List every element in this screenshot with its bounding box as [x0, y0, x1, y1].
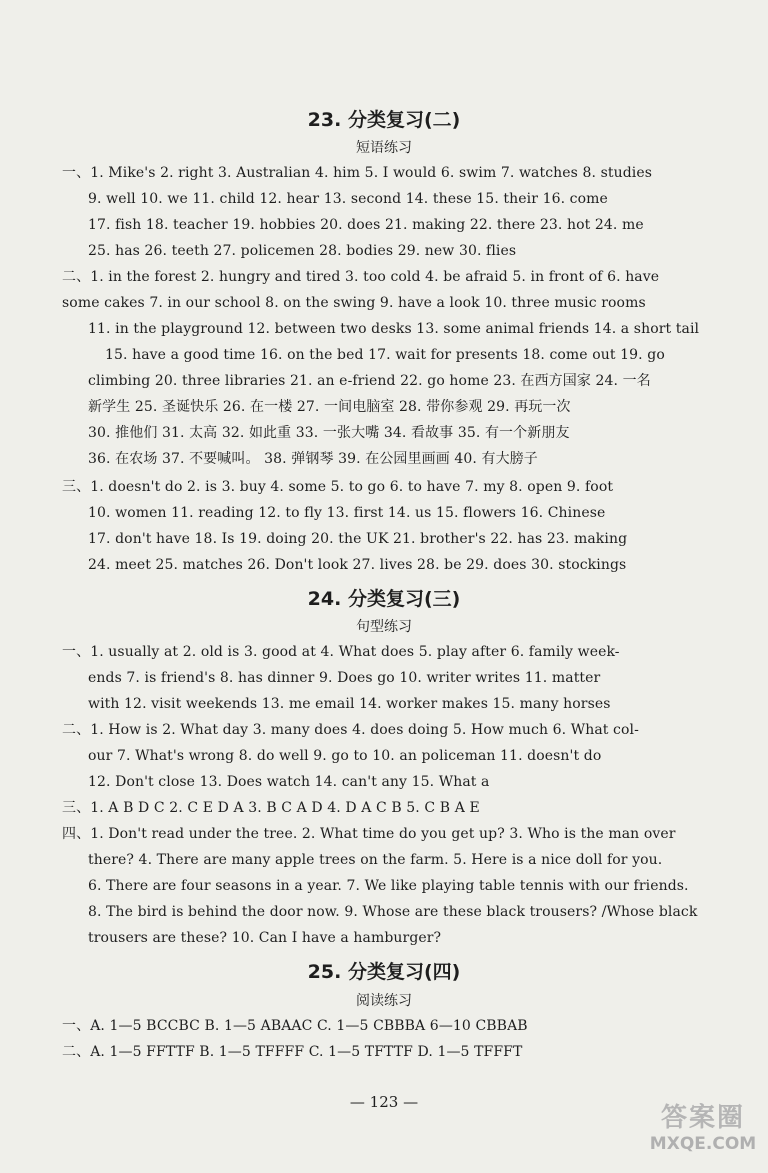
answer-line: 三、1. A B D C 2. C E D A 3. B C A D 4. D A C B 5. C B A E	[62, 800, 480, 816]
answer-line: 6. There are four seasons in a year. 7. We like playing table tennis with our friends.	[88, 878, 689, 894]
answer-line: 二、1. in the forest 2. hungry and tired 3. too cold 4. be afraid 5. in front of 6. have	[62, 269, 660, 285]
answer-line: 10. women 11. reading 12. to fly 13. first 14. us 15. flowers 16. Chinese	[88, 505, 606, 521]
answer-line: climbing 20. three libraries 21. an e-friend 22. go home 23. 在西方国家 24. 一名	[88, 373, 651, 389]
answer-line: ends 7. is friend's 8. has dinner 9. Does go 10. writer writes 11. matter	[88, 670, 601, 686]
answer-line: 一、1. Mike's 2. right 3. Australian 4. him 5. I would 6. swim 7. watches 8. studies	[62, 165, 653, 181]
section-title-23: 23. 分类复习(二)	[307, 109, 461, 131]
watermark-url: MXQE.COM	[649, 1134, 757, 1154]
answer-line: 17. don't have 18. Is 19. doing 20. the UK 21. brother's 22. has 23. making	[88, 531, 628, 547]
answer-line: 新学生 25. 圣诞快乐 26. 在一楼 27. 一间电脑室 28. 带你参观 29. 再玩一次	[88, 399, 571, 415]
answer-line: there? 4. There are many apple trees on the farm. 5. Here is a nice doll for you.	[88, 852, 663, 868]
answer-line: 四、1. Don't read under the tree. 2. What time do you get up? 3. Who is the man over	[62, 826, 676, 842]
answer-line: 三、1. doesn't do 2. is 3. buy 4. some 5. to go 6. to have 7. my 8. open 9. foot	[62, 479, 614, 495]
answer-line: 一、A. 1—5 BCCBC B. 1—5 ABAAC C. 1—5 CBBBA 6—10 CBBAB	[62, 1018, 528, 1034]
answer-line: 25. has 26. teeth 27. policemen 28. bodies 29. new 30. flies	[88, 243, 517, 259]
answer-line: 24. meet 25. matches 26. Don't look 27. lives 28. be 29. does 30. stockings	[88, 557, 627, 573]
answer-line: 8. The bird is behind the door now. 9. Whose are these black trousers? /Whose black	[88, 904, 698, 920]
answer-line: 9. well 10. we 11. child 12. hear 13. second 14. these 15. their 16. come	[88, 191, 608, 207]
watermark-logo-text: 答案圈	[660, 1103, 745, 1133]
answer-line: 二、1. How is 2. What day 3. many does 4. does doing 5. How much 6. What col-	[62, 722, 639, 738]
answer-line: 11. in the playground 12. between two desks 13. some animal friends 14. a short tail	[88, 321, 700, 337]
answer-line: trousers are these? 10. Can I have a hamburger?	[88, 930, 442, 946]
answer-line: some cakes 7. in our school 8. on the swing 9. have a look 10. three music rooms	[62, 295, 646, 311]
section-subtitle-25: 阅读练习	[356, 993, 412, 1009]
section-subtitle-23: 短语练习	[356, 140, 412, 156]
section-title-25: 25. 分类复习(四)	[307, 961, 461, 983]
answer-line: 12. Don't close 13. Does watch 14. can't any 15. What a	[88, 774, 490, 790]
answer-line: 二、A. 1—5 FFTTF B. 1—5 TFFFF C. 1—5 TFTTF D. 1—5 TFFFT	[62, 1044, 523, 1060]
answer-line: 15. have a good time 16. on the bed 17. wait for presents 18. come out 19. go	[105, 347, 665, 363]
section-title-24: 24. 分类复习(三)	[307, 588, 461, 610]
watermark-logo	[648, 1097, 758, 1167]
answer-line: our 7. What's wrong 8. do well 9. go to 10. an policeman 11. doesn't do	[88, 748, 602, 764]
answer-line: 30. 推他们 31. 太高 32. 如此重 33. 一张大嘴 34. 看故事 35. 有一个新朋友	[88, 425, 570, 441]
page-number: — 123 —	[349, 1093, 419, 1111]
section-subtitle-24: 句型练习	[356, 619, 412, 635]
answer-line: 17. fish 18. teacher 19. hobbies 20. does 21. making 22. there 23. hot 24. me	[88, 217, 644, 233]
answer-line: with 12. visit weekends 13. me email 14. worker makes 15. many horses	[88, 696, 611, 712]
answer-line: 一、1. usually at 2. old is 3. good at 4. What does 5. play after 6. family week-	[62, 644, 620, 660]
answer-line: 36. 在农场 37. 不要喊叫。 38. 弹钢琴 39. 在公园里画画 40. 有大膀子	[88, 451, 538, 467]
